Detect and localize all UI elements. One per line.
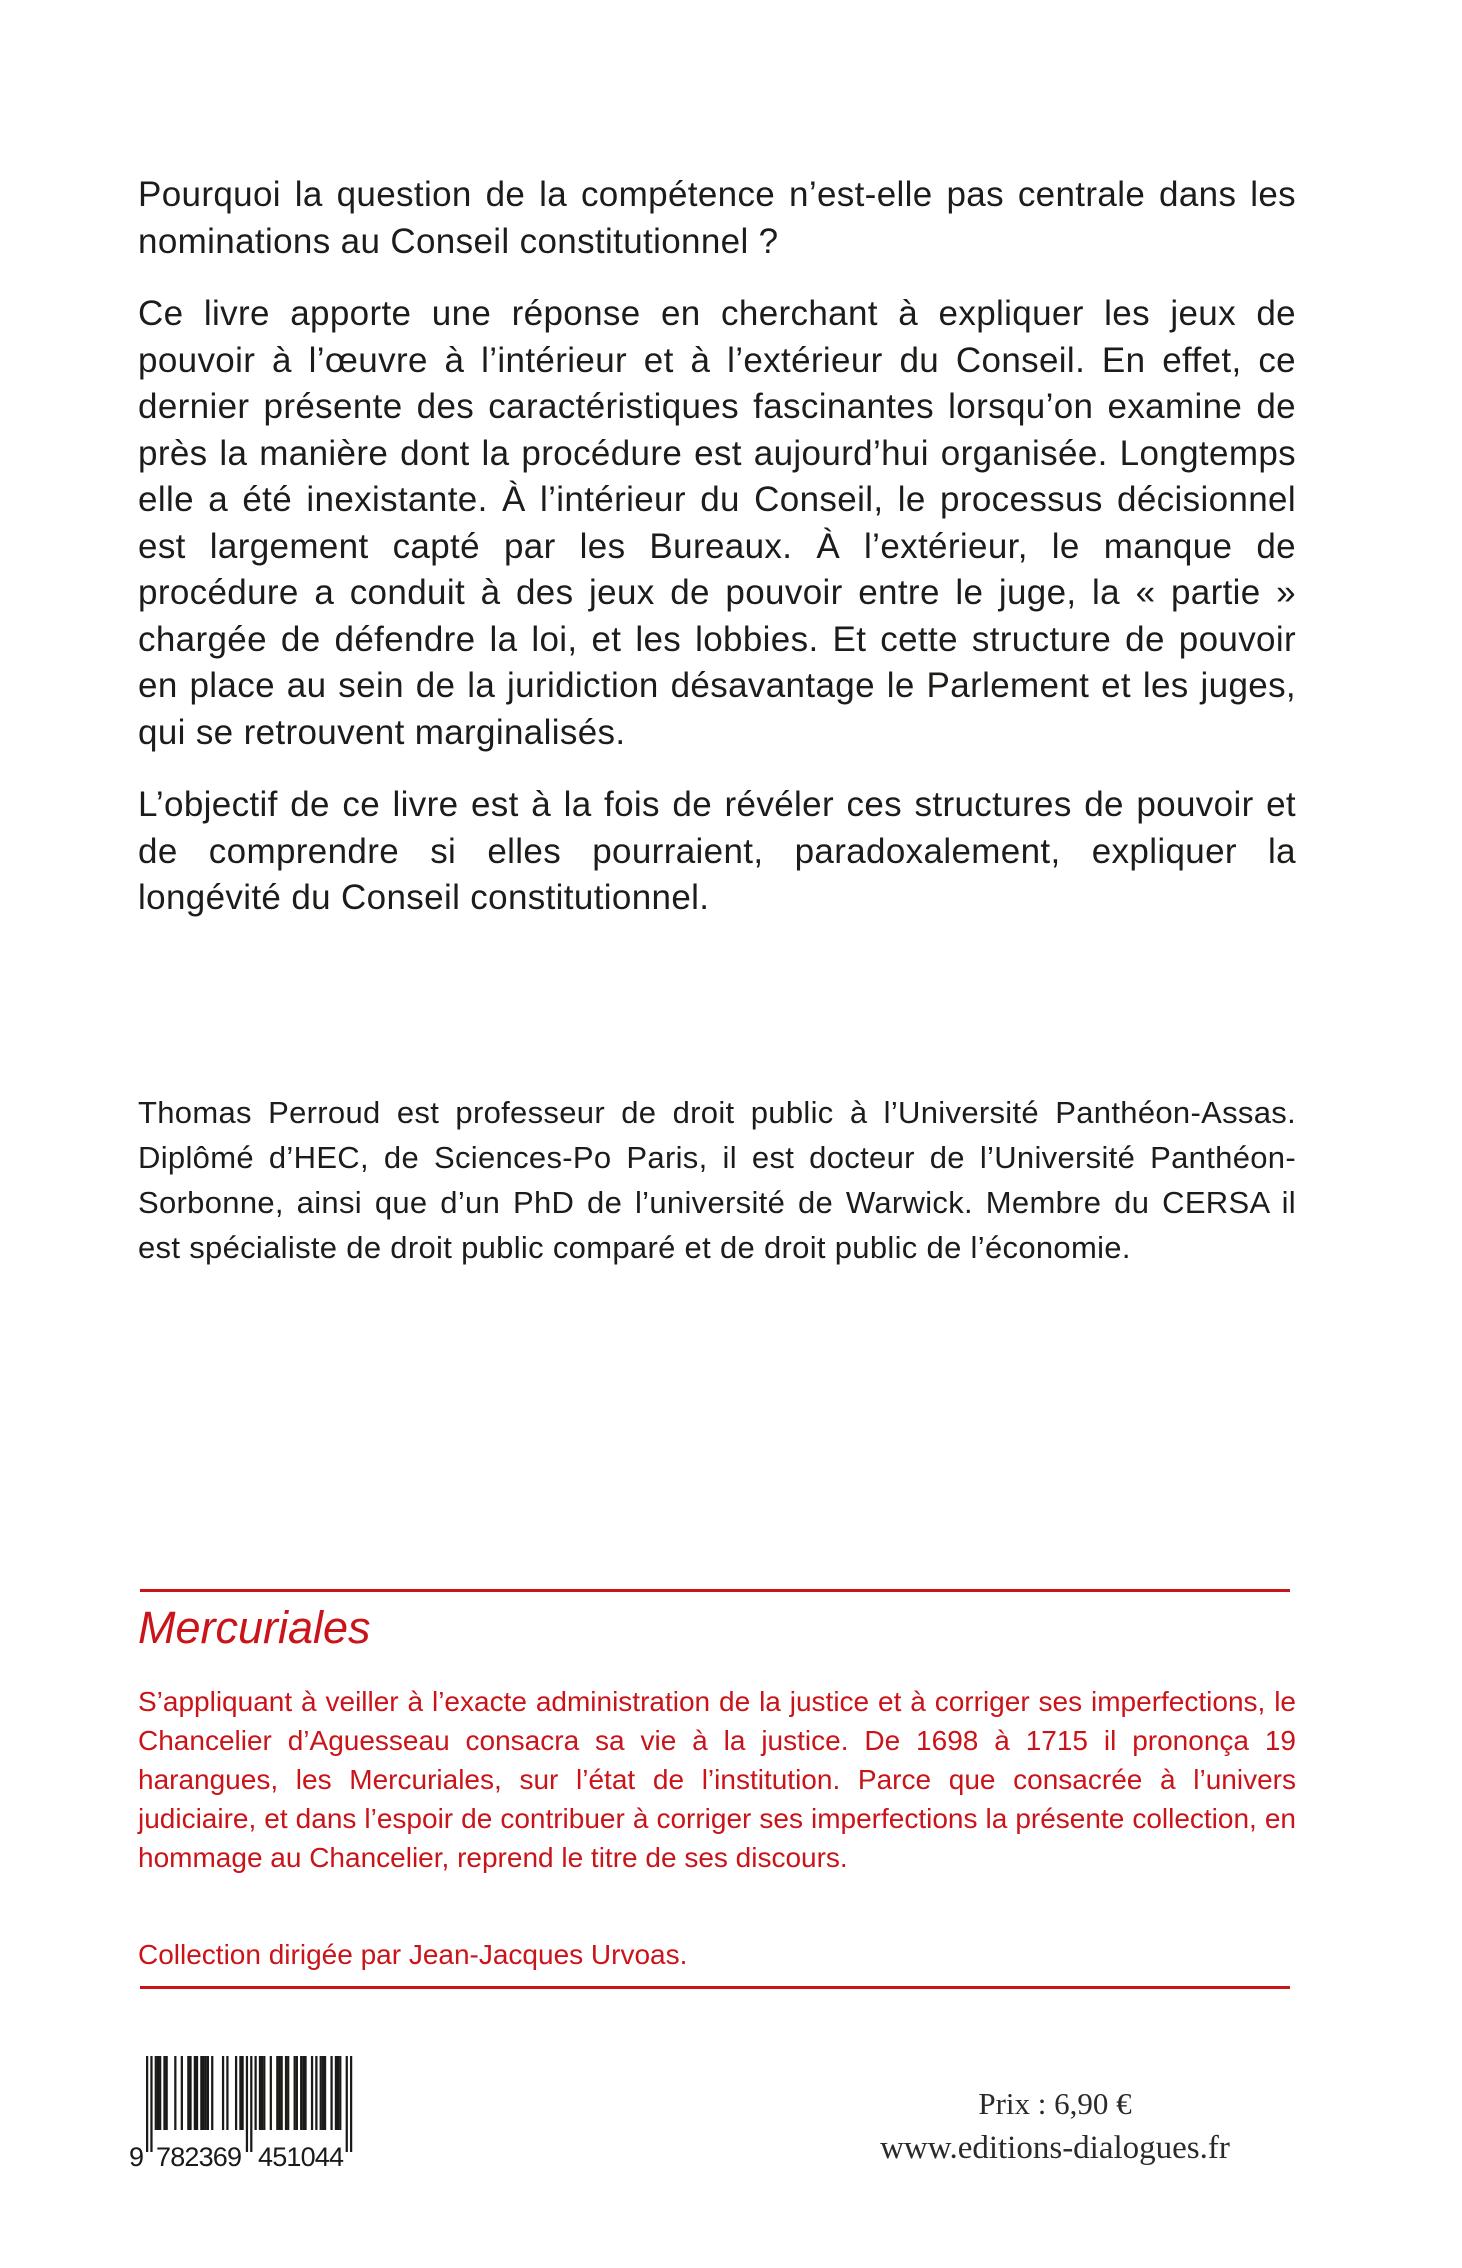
ean13-barcode — [128, 2052, 368, 2172]
synopsis-paragraph-question: Pourquoi la question de la compétence n’est-elle pas centrale dans les nominations au Conseil constitutionnel ? — [138, 175, 1296, 261]
red-divider-bottom — [140, 1986, 1290, 1989]
author-bio-text: Thomas Perroud est professeur de droit public à l’Université Panthéon-Assas. Diplômé d’HEC, de Sciences-Po Paris, il est docteur de l’Université Panthéon-Sorbonne, ainsi que d’un PhD de l’université de Warwick. Membre du CERSA il est spécialiste de droit public comparé et de droit public de l’économie. — [138, 1095, 1296, 1265]
price-website-block — [830, 2083, 1280, 2171]
synopsis-paragraph-objective: L’objectif de ce livre est à la fois de révéler ces structures de pouvoir et de comprendre si elles pourraient, paradoxalement, expliquer la longévité du Conseil constitutionnel. — [138, 785, 1296, 917]
collection-title: Mercuriales — [138, 1602, 371, 1653]
price-label: Prix : 6,90 € — [978, 2086, 1132, 2121]
svg-text:451044: 451044 — [258, 2142, 344, 2172]
synopsis-paragraph-main: Ce livre apporte une réponse en cherchant à expliquer les jeux de pouvoir à l’œuvre à l’intérieur et à l’extérieur du Conseil. En effet, ce dernier présente des caractéristiques fascinantes lorsqu’on examine de près la manière dont la procédure est aujourd’hui organisée. Longtemps elle a été inexistante. À l’intérieur du Conseil, le processus décisionnel est largement capté par les Bureaux. À l’extérieur, le manque de procédure a conduit à des jeux de pouvoir entre le juge, la « partie » chargée de défendre la loi, et les lobbies. Et cette structure de pouvoir en place au sein de la juridiction désavantage le Parlement et les juges, qui se retrouvent marginalisés. — [138, 294, 1296, 752]
red-divider-top — [140, 1589, 1290, 1592]
svg-text:782369: 782369 — [156, 2142, 242, 2172]
collection-description: S’appliquant à veiller à l’exacte administration de la justice et à corriger ses imperfections, le Chancelier d’Aguesseau consacra sa vie à la justice. De 1698 à 1715 il prononça 19 harangues, les Mercuriales, sur l’état de l’institution. Parce que consacrée à l’univers judiciaire, et dans l’espoir de contribuer à corriger ses imperfections la présente collection, en hommage au Chancelier, reprend le titre de ses discours. — [138, 1686, 1296, 1873]
collection-director-note: Collection dirigée par Jean-Jacques Urvoas. — [138, 1939, 688, 1970]
book-synopsis — [138, 172, 1296, 948]
author-bio — [138, 1090, 1296, 1270]
publisher-website: www.editions-dialogues.fr — [880, 2130, 1230, 2166]
svg-text:9: 9 — [128, 2142, 144, 2172]
